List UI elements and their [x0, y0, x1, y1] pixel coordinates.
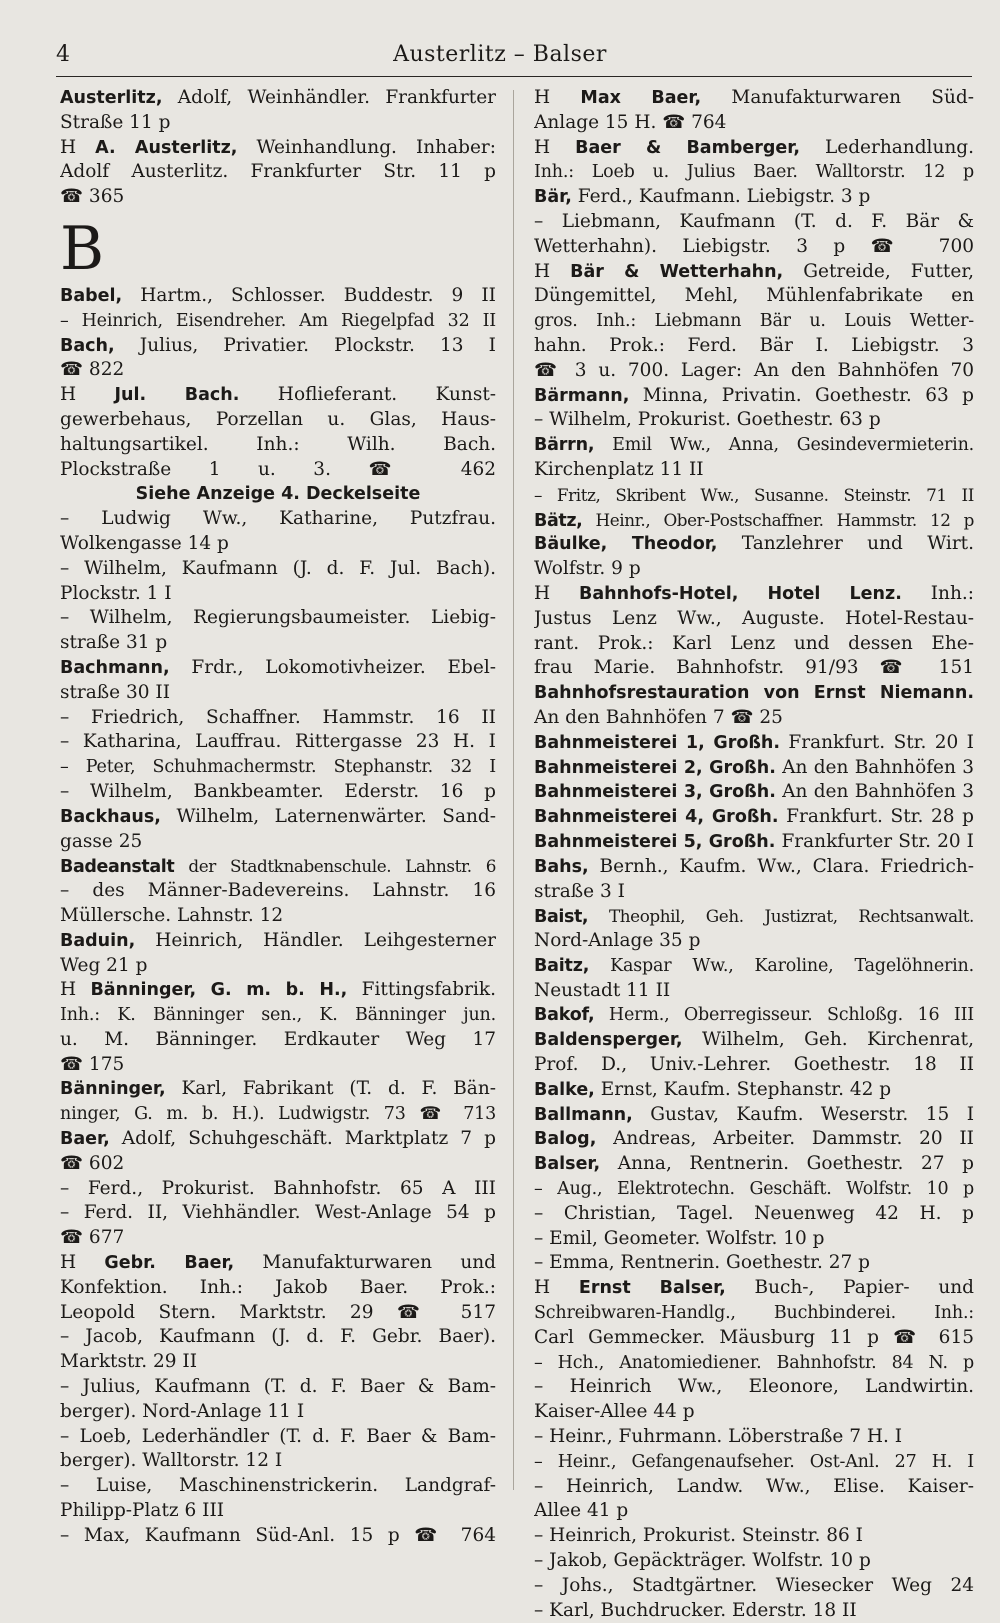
directory-line: – Johs., Stadtgärtner. Wiesecker Weg 24 — [534, 1574, 974, 1596]
entry-name: Ernst Balser, — [578, 1278, 726, 1299]
column-separator — [513, 90, 514, 1490]
entry-name: Baduin, — [60, 930, 136, 951]
entry-name: Bahnhofsrestauration von Ernst Niemann. — [534, 683, 974, 704]
directory-line: – Heinrich, Eisendreher. Am Riegelpfad 32 II — [60, 310, 496, 331]
directory-line: gros. Inh.: Liebmann Bär u. Louis Wetter- — [534, 311, 974, 332]
directory-line: Bahnmeisterei 3, Großh. An den Bahnhöfen 3 — [534, 781, 974, 803]
directory-line — [534, 681, 974, 706]
header-rule — [56, 76, 972, 77]
directory-line: – Jakob, Gepäckträger. Wolfstr. 10 p — [534, 1550, 871, 1572]
directory-line: Justus Lenz Ww., Auguste. Hotel-Restau- — [534, 607, 974, 629]
directory-line: ☎ 677 — [60, 1227, 125, 1249]
directory-line: Adolf Austerlitz. Frankfurter Str. 11 p — [60, 161, 496, 183]
directory-line: Balog, Andreas, Arbeiter. Dammstr. 20 II — [534, 1128, 974, 1150]
entry-name: Bänninger, — [60, 1079, 166, 1100]
entry-name: Bahnmeisterei 2, Großh. — [534, 757, 776, 778]
directory-line: berger). Nord-Anlage 11 I — [60, 1400, 305, 1422]
directory-line: Baitz, Kaspar Ww., Karoline, Tagelöhnerin. — [534, 955, 974, 976]
directory-line: Anlage 15 H. ☎ 764 — [534, 111, 727, 133]
directory-line: H A. Austerlitz, Weinhandlung. Inhaber: — [60, 136, 496, 158]
entry-name: Bahs, — [534, 856, 589, 877]
directory-line: H Bär & Wetterhahn, Getreide, Futter, — [534, 260, 974, 282]
entry-name: Badeanstalt — [60, 857, 175, 878]
directory-line: Bärrn, Emil Ww., Anna, Gesindevermieterin. — [534, 435, 974, 456]
directory-line: Bahs, Bernh., Kaufm. Ww., Clara. Friedrich- — [534, 855, 974, 877]
directory-line: Wetterhahn). Liebigstr. 3 p ☎ 700 — [534, 235, 974, 257]
entry-name: Bätz, — [534, 510, 583, 531]
directory-line: Kaiser-Allee 44 p — [534, 1401, 695, 1423]
directory-line: Badeanstalt der Stadtknabenschule. Lahnstr. 6 — [60, 856, 496, 878]
directory-line: Konfektion. Inh.: Jakob Baer. Prok.: — [60, 1276, 496, 1298]
directory-line: Balser, Anna, Rentnerin. Goethestr. 27 p — [534, 1153, 974, 1175]
directory-line: Inh.: Loeb u. Julius Baer. Walltorstr. 12 p — [534, 162, 974, 183]
directory-line: Bäulke, Theodor, Tanzlehrer und Wirt. — [534, 533, 974, 555]
directory-line: Bahnmeisterei 1, Großh. Frankfurt. Str. 20 I — [534, 731, 974, 753]
directory-line: Bachmann, Frdr., Lokomotivheizer. Ebel- — [60, 656, 496, 678]
directory-line: H Max Baer, Manufakturwaren Süd- — [534, 87, 974, 108]
directory-line: – Ludwig Ww., Katharine, Putzfrau. — [60, 508, 496, 530]
directory-line: – Peter, Schuhmachermstr. Stephanstr. 32 I — [60, 757, 496, 778]
directory-line: haltungsartikel. Inh.: Wilh. Bach. — [60, 433, 496, 455]
entry-name: Jul. Bach. — [114, 385, 240, 406]
directory-line: – Max, Kaufmann Süd-Anl. 15 p ☎ 764 — [60, 1524, 496, 1546]
directory-line: Wolkengasse 14 p — [60, 532, 229, 554]
directory-line: – Friedrich, Schaffner. Hammstr. 16 II — [60, 706, 496, 728]
directory-line: – Wilhelm, Bankbeamter. Ederstr. 16 p — [60, 780, 496, 802]
directory-line: Müllersche. Lahnstr. 12 — [60, 904, 284, 926]
directory-line: Bach, Julius, Privatier. Plockstr. 13 I — [60, 334, 496, 356]
entry-name: Bahnmeisterei 3, Großh. — [534, 782, 776, 803]
directory-line: straße 3 I — [534, 880, 625, 902]
directory-line: u. M. Bänninger. Erdkauter Weg 17 — [60, 1028, 496, 1050]
directory-line: H Gebr. Baer, Manufakturwaren und — [60, 1252, 496, 1274]
directory-line: Prof. D., Univ.-Lehrer. Goethestr. 18 II — [534, 1054, 974, 1076]
directory-line: Leopold Stern. Marktstr. 29 ☎ 517 — [60, 1301, 496, 1323]
directory-line: Backhaus, Wilhelm, Laternenwärter. Sand- — [60, 805, 496, 827]
directory-line: ninger, G. m. b. H.). Ludwigstr. 73 ☎ 713 — [60, 1104, 496, 1125]
directory-line: Bänninger, Karl, Fabrikant (T. d. F. Bän- — [60, 1078, 496, 1100]
directory-line: – Jacob, Kaufmann (J. d. F. Gebr. Baer). — [60, 1326, 496, 1348]
directory-line: Baist, Theophil, Geh. Justizrat, Rechtsanwalt. — [534, 906, 974, 928]
directory-line: – Loeb, Lederhändler (T. d. F. Baer & Bam- — [60, 1425, 496, 1447]
directory-line: Babel, Hartm., Schlosser. Buddestr. 9 II — [60, 284, 496, 306]
directory-line: Plockstr. 1 I — [60, 582, 172, 604]
directory-line: Inh.: K. Bänninger sen., K. Bänninger jun. — [60, 1005, 496, 1026]
directory-line: Baldensperger, Wilhelm, Geh. Kirchenrat, — [534, 1029, 974, 1051]
entry-name: Bachmann, — [60, 657, 170, 678]
entry-name: A. Austerlitz, — [95, 137, 238, 158]
entry-name: Bänninger, G. m. b. H., — [90, 980, 348, 1001]
directory-line: – Wilhelm, Regierungsbaumeister. Liebig- — [60, 607, 496, 629]
entry-name: Baldensperger, — [534, 1030, 683, 1051]
directory-line: Düngemittel, Mehl, Mühlenfabrikate en — [534, 285, 974, 307]
section-letter: B — [60, 213, 105, 284]
directory-line: – Christian, Tagel. Neuenweg 42 H. p — [534, 1202, 974, 1224]
directory-line: hahn. Prok.: Ferd. Bär I. Liebigstr. 3 — [534, 334, 974, 356]
directory-line: Bär, Ferd., Kaufmann. Liebigstr. 3 p — [534, 186, 871, 208]
directory-line: ☎ 365 — [60, 186, 125, 208]
entry-name: Austerlitz, — [60, 88, 163, 108]
directory-line: H Jul. Bach. Hoflieferant. Kunst- — [60, 384, 496, 406]
directory-line: Kirchenplatz 11 II — [534, 458, 704, 480]
entry-name: Balser, — [534, 1154, 601, 1175]
directory-line: gewerbehaus, Porzellan u. Glas, Haus- — [60, 408, 496, 430]
entry-name: Baitz, — [534, 955, 590, 976]
directory-line: H Bahnhofs-Hotel, Hotel Lenz. Inh.: — [534, 582, 974, 604]
entry-name: Bach, — [60, 335, 115, 356]
directory-line: – Fritz, Skribent Ww., Susanne. Steinstr. 71 II — [534, 484, 974, 505]
directory-line: – Ferd. II, Viehhändler. West-Anlage 54 p — [60, 1202, 496, 1224]
directory-line: frau Marie. Bahnhofstr. 91/93 ☎ 151 — [534, 657, 974, 679]
directory-line: Schreibwaren-Handlg., Buchbinderei. Inh.: — [534, 1303, 974, 1324]
directory-line: Baduin, Heinrich, Händler. Leihgesterner — [60, 929, 496, 951]
entry-name: Bahnmeisterei 4, Großh. — [534, 807, 779, 828]
entry-name: Bahnmeisterei 1, Großh. — [534, 732, 781, 753]
directory-line: ☎ 822 — [60, 359, 125, 381]
entry-name: Baer & Bamberger, — [575, 137, 800, 158]
entry-name: Bakof, — [534, 1005, 595, 1026]
directory-line: Bahnmeisterei 5, Großh. Frankfurter Str. 20 I — [534, 830, 974, 852]
directory-line: berger). Walltorstr. 12 I — [60, 1450, 283, 1472]
directory-line: – Aug., Elektrotechn. Geschäft. Wolfstr. 10 p — [534, 1179, 974, 1200]
directory-line: – Karl, Buchdrucker. Ederstr. 18 II — [534, 1599, 857, 1621]
directory-line: Bätz, Heinr., Ober-Postschaffner. Hammstr. 12 p — [534, 509, 974, 531]
left-column — [60, 86, 496, 1549]
entry-name: Babel, — [60, 285, 123, 306]
directory-line: – Ferd., Prokurist. Bahnhofstr. 65 A III — [60, 1177, 496, 1199]
directory-line: Plockstraße 1 u. 3. ☎ 462 — [60, 458, 496, 480]
directory-line: Bärmann, Minna, Privatin. Goethestr. 63 p — [534, 384, 974, 406]
directory-line: – Emil, Geometer. Wolfstr. 10 p — [534, 1227, 825, 1249]
directory-line: – Heinr., Fuhrmann. Löberstraße 7 H. I — [534, 1426, 903, 1448]
directory-line: An den Bahnhöfen 7 ☎ 25 — [534, 706, 783, 728]
directory-line: – Luise, Maschinenstrickerin. Landgraf- — [60, 1475, 496, 1497]
entry-name: Siehe Anzeige 4. Deckelseite — [135, 484, 421, 505]
directory-line: – Liebmann, Kaufmann (T. d. F. Bär & — [534, 210, 974, 232]
entry-name: Balke, — [534, 1079, 595, 1100]
directory-line: – des Männer-Badevereins. Lahnstr. 16 — [60, 880, 496, 902]
entry-name: Bäulke, Theodor, — [534, 534, 718, 555]
directory-line: Ballmann, Gustav, Kaufm. Weserstr. 15 I — [534, 1103, 974, 1125]
entry-name: Bärmann, — [534, 385, 630, 406]
entry-name: Max Baer, — [580, 88, 702, 108]
directory-line: – Wilhelm, Kaufmann (J. d. F. Jul. Bach). — [60, 557, 496, 579]
directory-line: ☎ 3 u. 700. Lager: An den Bahnhöfen 70 — [534, 359, 974, 381]
directory-line: straße 30 II — [60, 681, 171, 703]
entry-name: Gebr. Baer, — [104, 1253, 235, 1274]
directory-line: – Katharina, Lauffrau. Rittergasse 23 H. I — [60, 731, 496, 753]
entry-name: Bär & Wetterhahn, — [570, 261, 784, 282]
directory-line: – Heinrich, Landw. Ww., Elise. Kaiser- — [534, 1475, 974, 1497]
page-number: 4 — [56, 42, 70, 67]
directory-line: gasse 25 — [60, 830, 143, 852]
directory-line: Bahnmeisterei 2, Großh. An den Bahnhöfen 3 — [534, 756, 974, 778]
entry-name: Bahnhofs-Hotel, Hotel Lenz. — [579, 583, 902, 604]
directory-line: Marktstr. 29 II — [60, 1351, 197, 1373]
directory-line: Wolfstr. 9 p — [534, 558, 641, 580]
entry-name: Ballmann, — [534, 1104, 633, 1125]
directory-line: – Heinrich, Prokurist. Steinstr. 86 I — [534, 1525, 863, 1547]
directory-line: – Emma, Rentnerin. Goethestr. 27 p — [534, 1252, 870, 1274]
entry-name: Bär, — [534, 187, 572, 208]
directory-line: Bahnmeisterei 4, Großh. Frankfurt. Str. 28 p — [534, 806, 974, 828]
directory-line: Weg 21 p — [60, 954, 148, 976]
directory-line: Austerlitz, Adolf, Weinhändler. Frankfurter — [60, 87, 496, 108]
directory-line: Allee 41 p — [534, 1500, 629, 1522]
right-column — [534, 86, 974, 1623]
directory-line: Straße 11 p — [60, 111, 171, 133]
directory-line: – Heinrich Ww., Eleonore, Landwirtin. — [534, 1376, 974, 1398]
directory-line: ☎ 602 — [60, 1152, 125, 1174]
running-title: Austerlitz – Balser — [393, 42, 607, 67]
directory-line: Neustadt 11 II — [534, 979, 671, 1001]
directory-line: straße 31 p — [60, 632, 168, 654]
directory-line: Philipp-Platz 6 III — [60, 1500, 225, 1522]
directory-line: – Hch., Anatomiediener. Bahnhofstr. 84 N. p — [534, 1352, 974, 1373]
directory-line: Carl Gemmecker. Mäusburg 11 p ☎ 615 — [534, 1326, 974, 1348]
directory-line: H Ernst Balser, Buch-, Papier- und — [534, 1277, 974, 1299]
entry-name: Bärrn, — [534, 435, 595, 456]
entry-name: Baer, — [60, 1129, 110, 1150]
directory-line: Bakof, Herm., Oberregisseur. Schloßg. 16 III — [534, 1005, 974, 1026]
directory-line: Nord-Anlage 35 p — [534, 930, 701, 952]
directory-line: – Wilhelm, Prokurist. Goethestr. 63 p — [534, 409, 881, 431]
directory-line: rant. Prok.: Karl Lenz und dessen Ehe- — [534, 632, 974, 654]
directory-line: – Heinr., Gefangenaufseher. Ost-Anl. 27 H. I — [534, 1451, 974, 1472]
directory-line: H Baer & Bamberger, Lederhandlung. — [534, 136, 974, 158]
directory-line: – Julius, Kaufmann (T. d. F. Baer & Bam- — [60, 1376, 496, 1398]
directory-line: ☎ 175 — [60, 1053, 125, 1075]
directory-line: Balke, Ernst, Kaufm. Stephanstr. 42 p — [534, 1078, 892, 1100]
entry-name: Backhaus, — [60, 806, 161, 827]
directory-line — [60, 482, 496, 507]
directory-line: H Bänninger, G. m. b. H., Fittingsfabrik. — [60, 979, 496, 1001]
entry-name: Baist, — [534, 907, 589, 928]
directory-line: Baer, Adolf, Schuhgeschäft. Marktplatz 7 p — [60, 1128, 496, 1150]
entry-name: Bahnmeisterei 5, Großh. — [534, 831, 776, 852]
entry-name: Balog, — [534, 1129, 597, 1150]
